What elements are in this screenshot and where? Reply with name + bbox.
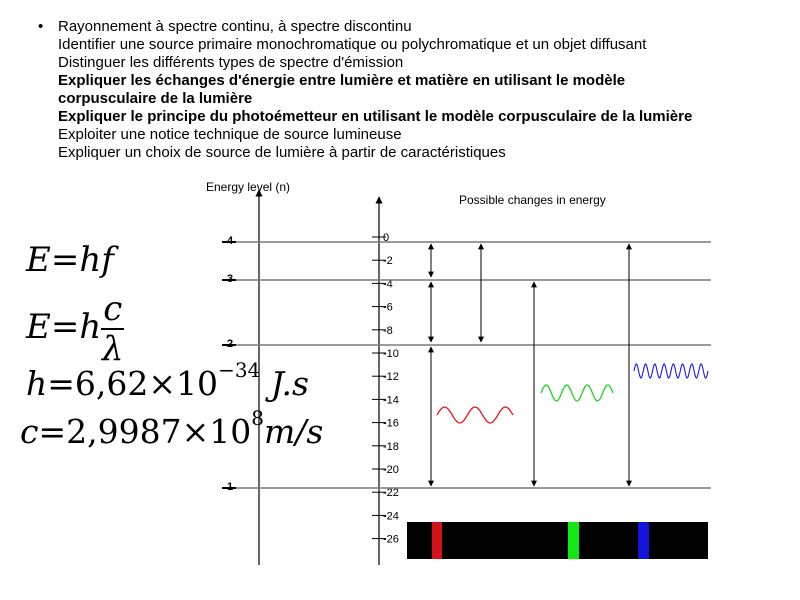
energy-tick-label: -8 — [383, 324, 393, 337]
energy-tick-label: 0 — [383, 232, 390, 244]
energy-tick-label: -12 — [383, 371, 399, 384]
energy-ticks — [372, 232, 399, 546]
blue-wave-icon — [634, 364, 708, 378]
spectrum-line-blue — [638, 522, 649, 559]
energy-tick-label: -26 — [383, 533, 399, 546]
green-wave-icon — [541, 385, 613, 401]
objective-line: Expliquer les échanges d'énergie entre lumière et matière en utilisant le modèle — [58, 72, 626, 89]
objective-line: Exploiter une notice technique de source lumineuse — [58, 126, 402, 143]
objective-line: Expliquer un choix de source de lumière à partir de caractéristiques — [58, 144, 506, 161]
bullet-icon: • — [38, 18, 44, 35]
energy-tick-label: -14 — [383, 394, 399, 407]
objective-line: Identifier une source primaire monochromatique ou polychromatique et un objet diffusant — [58, 36, 647, 53]
formula-planck-constant: $h=6,62\times 10^{-34}$ J.s — [26, 358, 309, 403]
energy-tick-label: -6 — [383, 301, 393, 314]
energy-level-label: 3 — [227, 273, 234, 285]
energy-tick-label: -20 — [383, 464, 399, 476]
energy-tick-label: -4 — [383, 278, 393, 291]
formula-energy-frequency: E=hf — [26, 240, 114, 280]
changes-title: Possible changes in energy — [459, 193, 606, 207]
objective-line: Distinguer les différents types de spectre d'émission — [58, 54, 404, 71]
energy-tick-label: -2 — [383, 255, 393, 268]
energy-level-label: 2 — [227, 338, 234, 350]
energy-level-label: 1 — [227, 481, 234, 493]
energy-tick-label: -10 — [383, 348, 399, 360]
energy-tick-label: -22 — [383, 487, 399, 500]
red-wave-icon — [437, 407, 513, 423]
objective-line: corpusculaire de la lumière — [58, 90, 253, 107]
energy-tick-label: -24 — [383, 510, 399, 523]
objective-line: Rayonnement à spectre continu, à spectre discontinu — [58, 18, 412, 35]
energy-tick-label: -18 — [383, 440, 399, 453]
objective-line: Expliquer le principe du photoémetteur en utilisant le modèle corpusculaire de la lumière — [58, 108, 693, 125]
emission-spectrum — [407, 522, 708, 559]
spectrum-line-red — [432, 522, 442, 559]
energy-level-label: 4 — [227, 235, 234, 247]
formula-light-speed: $c=2,9987\times 10^8m/s$ — [20, 406, 324, 451]
formula-energy-wavelength: E=h $\frac{c}{\lambda}$ — [26, 289, 124, 369]
spectrum-line-green — [568, 522, 579, 559]
energy-axis-label: Energy level (n) — [206, 180, 291, 194]
energy-tick-label: -16 — [383, 417, 399, 430]
